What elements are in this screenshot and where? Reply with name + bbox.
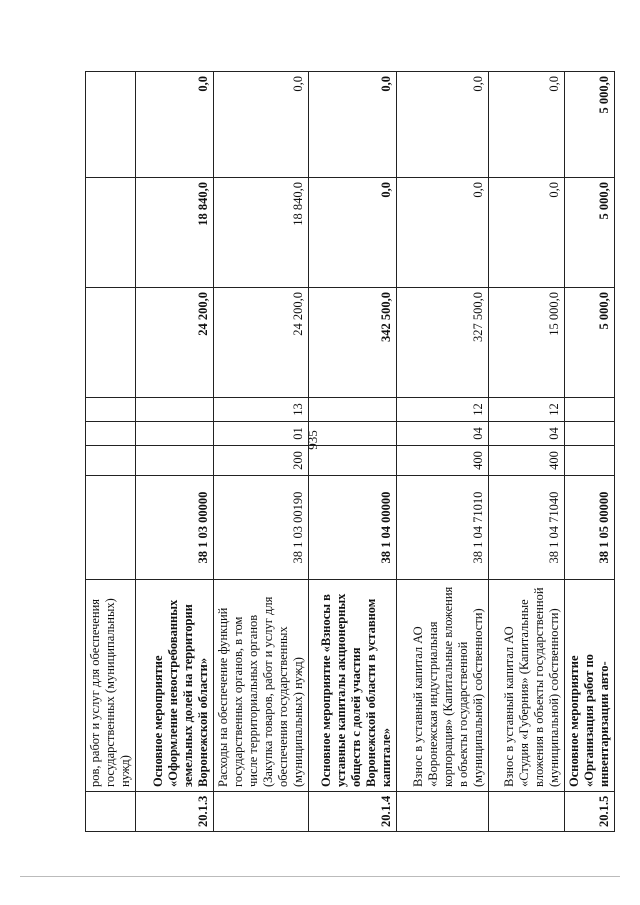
row-kbk: 38 1 04 71010 xyxy=(397,476,489,580)
row-kbk: 38 1 05 00000 xyxy=(565,476,615,580)
row-rz: 01 xyxy=(214,422,309,446)
row-value-2: 5 000,0 xyxy=(565,178,615,288)
table-row xyxy=(565,72,615,832)
table-row xyxy=(397,72,489,832)
row-value-1: 24 200,0 xyxy=(136,288,214,398)
budget-table xyxy=(85,71,615,832)
row-number: 20.1.3 xyxy=(136,792,214,832)
row-name: Взнос в уставный капитал АО «Воронежская индустриальная корпорация» (Капитальные вложения в объекты государственной (муниципальной) собственности) xyxy=(397,580,489,792)
row-value-2: 18 840,0 xyxy=(136,178,214,288)
row-rz xyxy=(136,422,214,446)
row-value-1: 15 000,0 xyxy=(489,288,565,398)
row-value-2: 0,0 xyxy=(397,178,489,288)
row-kbk: 38 1 04 71040 xyxy=(489,476,565,580)
row-pr xyxy=(309,398,397,422)
row-value-3 xyxy=(86,72,136,178)
row-grbs: 200 xyxy=(214,446,309,476)
row-kbk: 38 1 03 00190 xyxy=(214,476,309,580)
page-number: 935 xyxy=(304,430,320,450)
table-row xyxy=(214,72,309,832)
row-number xyxy=(397,792,489,832)
row-value-3: 5 000,0 xyxy=(565,72,615,178)
row-number: 20.1.5 xyxy=(565,792,615,832)
row-grbs xyxy=(136,446,214,476)
row-value-3: 0,0 xyxy=(136,72,214,178)
row-kbk: 38 1 04 00000 xyxy=(309,476,397,580)
row-grbs xyxy=(309,446,397,476)
row-name: ров, работ и услуг для обеспечения государственных (муниципальных) нужд) xyxy=(86,580,136,792)
row-value-2: 18 840,0 xyxy=(214,178,309,288)
row-value-2: 0,0 xyxy=(309,178,397,288)
row-value-1: 327 500,0 xyxy=(397,288,489,398)
row-kbk xyxy=(86,476,136,580)
row-value-1: 342 500,0 xyxy=(309,288,397,398)
row-value-3: 0,0 xyxy=(309,72,397,178)
row-kbk: 38 1 03 00000 xyxy=(136,476,214,580)
row-value-1: 24 200,0 xyxy=(214,288,309,398)
row-rz: 04 xyxy=(397,422,489,446)
row-name: Основное мероприятие «Оформление невостребованных земельных долей на территории Воронежской области» xyxy=(136,580,214,792)
row-value-2: 0,0 xyxy=(489,178,565,288)
row-number xyxy=(489,792,565,832)
row-number xyxy=(86,792,136,832)
row-value-3: 0,0 xyxy=(214,72,309,178)
row-value-1: 5 000,0 xyxy=(565,288,615,398)
row-name: Основное мероприятие «Организация работ по инвентаризации авто- xyxy=(565,580,615,792)
row-rz xyxy=(565,422,615,446)
row-value-2 xyxy=(86,178,136,288)
row-name: Основное мероприятие «Взносы в уставные капиталы акционерных обществ с долей участия Воронежской области в уставном капитале» xyxy=(309,580,397,792)
row-rz: 04 xyxy=(489,422,565,446)
row-name: Взнос в уставный капитал АО «Студия «Губерния» (Капитальные вложения в объекты государственной (муниципальной) собственности) xyxy=(489,580,565,792)
row-value-3: 0,0 xyxy=(397,72,489,178)
scan-edge-line xyxy=(20,876,620,877)
row-rz xyxy=(309,422,397,446)
table-row xyxy=(136,72,214,832)
row-name: Расходы на обеспечение функций государственных органов, в том числе территориальных органов (Закупка товаров, работ и услуг для обеспечения государственных (муниципальных) нужд) xyxy=(214,580,309,792)
row-grbs xyxy=(565,446,615,476)
table-row xyxy=(489,72,565,832)
row-pr: 12 xyxy=(489,398,565,422)
row-pr xyxy=(86,398,136,422)
rotated-table-region xyxy=(85,72,611,832)
table-row xyxy=(86,72,136,832)
row-grbs: 400 xyxy=(397,446,489,476)
table-body xyxy=(86,72,615,832)
row-pr xyxy=(565,398,615,422)
row-pr: 12 xyxy=(397,398,489,422)
row-grbs: 400 xyxy=(489,446,565,476)
row-number: 20.1.4 xyxy=(309,792,397,832)
row-pr xyxy=(136,398,214,422)
row-value-3: 0,0 xyxy=(489,72,565,178)
row-rz xyxy=(86,422,136,446)
row-number xyxy=(214,792,309,832)
table-row xyxy=(309,72,397,832)
row-value-1 xyxy=(86,288,136,398)
row-pr: 13 xyxy=(214,398,309,422)
row-grbs xyxy=(86,446,136,476)
